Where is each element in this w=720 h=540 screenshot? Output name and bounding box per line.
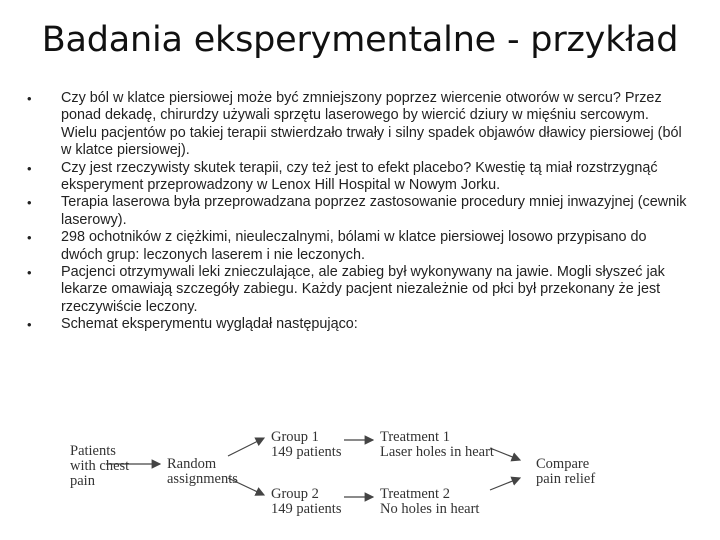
compare-line: pain relief: [536, 471, 596, 487]
arrow-random-group1: [228, 438, 264, 456]
arrow-treatment1-compare: [490, 448, 520, 460]
group1-node: [271, 430, 341, 460]
group2-node: [271, 487, 341, 517]
bullet-item: • Czy jest rzeczywisty skutek terapii, czy też jest to efekt placebo? Kwestię tą miał rozstrzygnąć eksperyment przeprowadzony w Lenox Hill Hospital w Nowym Jorku.: [27, 160, 687, 195]
group2-line: 149 patients: [271, 501, 342, 517]
treatment1-line: Laser holes in heart: [380, 444, 494, 460]
random-line: assignments: [167, 471, 238, 487]
compare-node: [536, 457, 595, 487]
bullet-item: • Pacjenci otrzymywali leki znieczulające, ale zabieg był wykonywany na jawie. Mogli słyszeć jak lekarze omawiają szczegóły zabiegu. Każdy pacjent niezależnie od płci był przekonany że jest rzeczywiście leczony.: [27, 264, 687, 316]
bullet-item: • Schemat eksperymentu wyglądał następująco:: [27, 316, 687, 333]
patients-line: with chest: [70, 458, 130, 474]
treatment2-line: No holes in heart: [380, 501, 480, 517]
experiment-diagram: [60, 420, 540, 530]
treatment2-line: Treatment 2: [380, 486, 450, 502]
group1-line: Group 1: [271, 429, 319, 445]
bullet-item: • Czy ból w klatce piersiowej może być zmniejszony poprzez wiercenie otworów w sercu? Przez ponad dekadę, chirurdzy używali sprzętu laserowego by wiercić dziury w mięśniu sercowym. Wielu pacjentów po takiej terapii stwierdzało trwały i silny spadek objawów dławicy piersiowej (ból w klatce piersiowej).: [27, 90, 687, 160]
treatment1-node: [380, 430, 494, 460]
patients-line: pain: [70, 473, 95, 489]
arrow-treatment2-compare: [490, 478, 520, 490]
treatment1-line: Treatment 1: [380, 429, 450, 445]
bullet-list: [27, 90, 687, 334]
patients-node: [70, 444, 129, 489]
patients-line: Patients: [70, 443, 116, 459]
bullet-item: • Terapia laserowa była przeprowadzana poprzez zastosowanie procedury mniej inwazyjnej (cewnik laserowy).: [27, 194, 687, 229]
compare-line: Compare: [536, 456, 590, 472]
random-node: [167, 457, 238, 487]
group1-line: 149 patients: [271, 444, 342, 460]
random-line: Random: [167, 456, 217, 472]
bullet-item: • 298 ochotników z ciężkimi, nieuleczalnymi, bólami w klatce piersiowej losowo przypisano do dwóch grup: leczonych laserem i nie leczonych.: [27, 229, 687, 264]
treatment2-node: [380, 487, 479, 517]
group2-line: Group 2: [271, 486, 319, 502]
slide-title: Badania eksperymentalne - przykład: [41, 20, 679, 60]
